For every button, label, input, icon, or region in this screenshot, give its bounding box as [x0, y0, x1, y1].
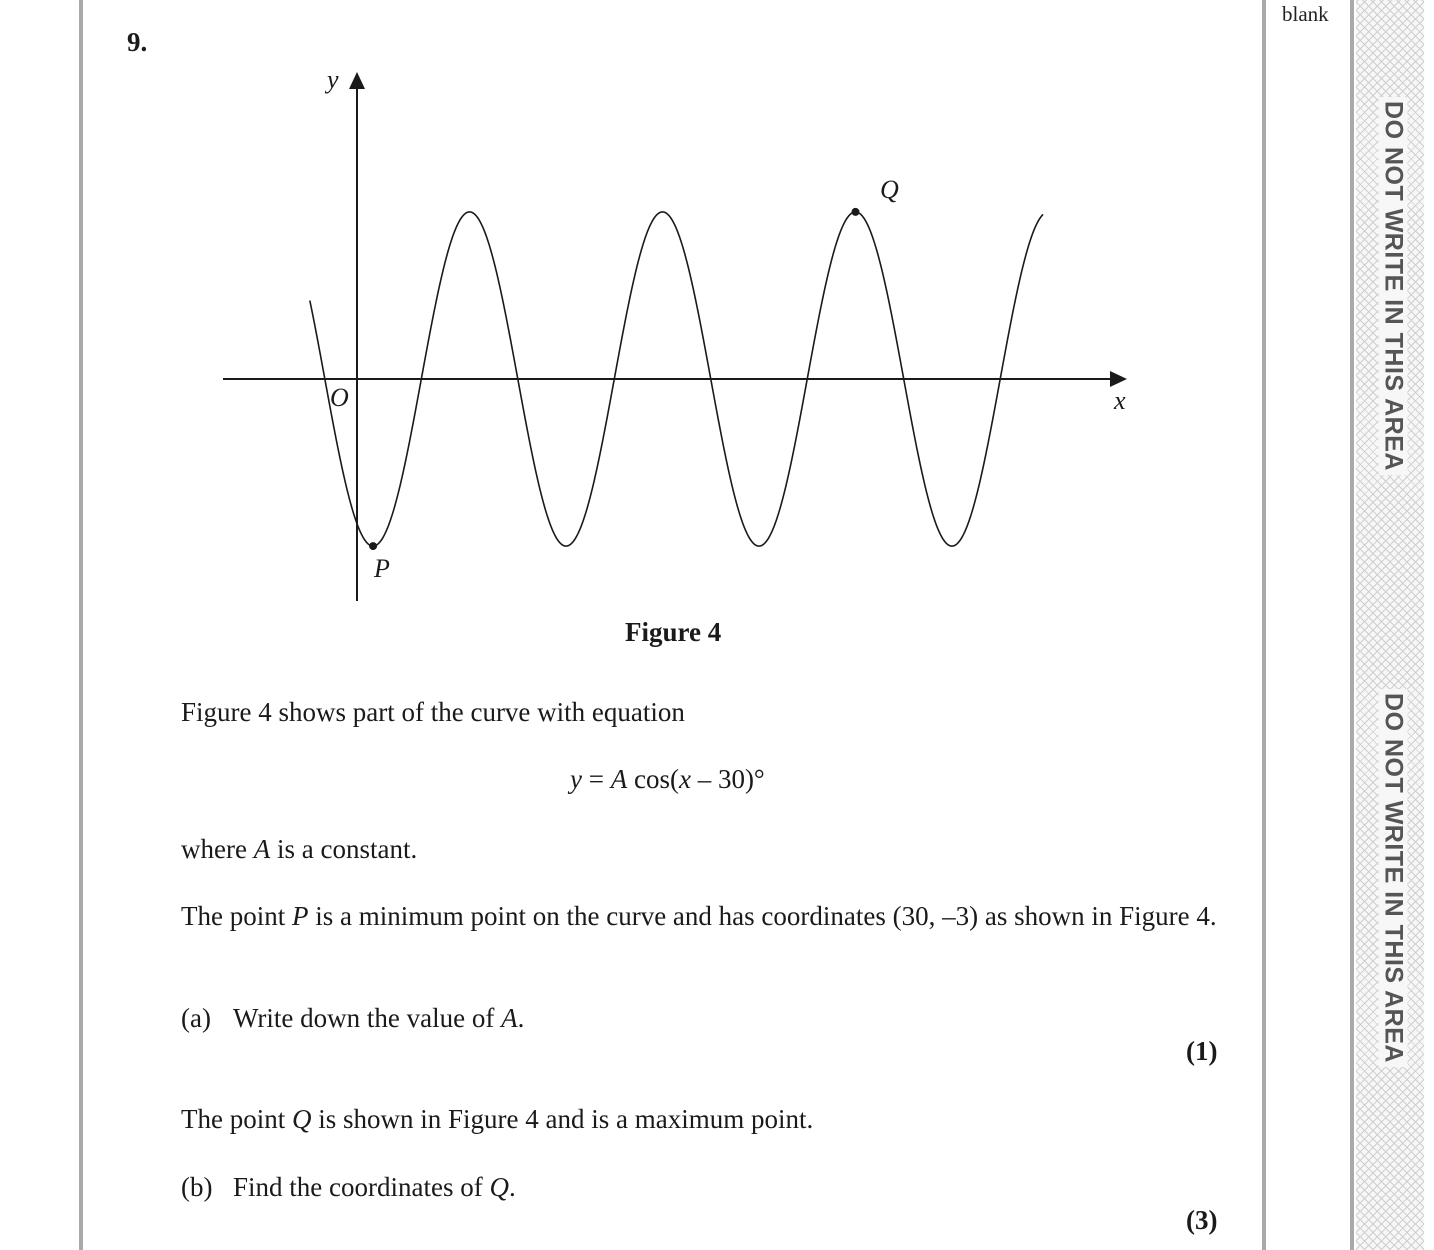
point-p-text: The point P is a minimum point on the curve and has coordinates (30, –3) as shown in Figure 4.: [181, 901, 1217, 931]
x-axis-arrow-icon: [1110, 371, 1127, 387]
blank-label: blank: [1282, 2, 1329, 26]
origin-label: O: [330, 383, 349, 412]
point-p-label: P: [374, 554, 390, 583]
do-not-write-label-bottom: DO NOT WRITE IN THIS AREA: [1379, 689, 1408, 1067]
point-q-text: The point Q is shown in Figure 4 and is a maximum point.: [181, 1104, 814, 1134]
intro-text: Figure 4 shows part of the curve with equation: [181, 697, 685, 727]
part-b-question: (b) Find the coordinates of Q.: [181, 1172, 516, 1202]
point-q-marker: [851, 208, 859, 216]
figure-4-graph: [0, 0, 1250, 610]
point-p-marker: [369, 542, 377, 550]
constant-text: where A is a constant.: [181, 834, 418, 864]
figure-caption: Figure 4: [625, 617, 722, 647]
page-border-right: [1262, 0, 1266, 1250]
margin-divider: [1350, 0, 1354, 1250]
do-not-write-label-top: DO NOT WRITE IN THIS AREA: [1379, 97, 1408, 475]
y-axis-label: y: [327, 65, 339, 94]
part-b-marks: (3): [1186, 1205, 1218, 1235]
curve-equation: y = A cos(x – 30)°: [570, 764, 765, 794]
x-axis-label: x: [1114, 386, 1126, 415]
part-a-marks: (1): [1186, 1036, 1218, 1066]
point-q-label: Q: [880, 175, 899, 204]
part-a-question: (a) Write down the value of A.: [181, 1003, 525, 1033]
y-axis-arrow-icon: [349, 72, 365, 89]
question-number: 9.: [127, 27, 148, 57]
